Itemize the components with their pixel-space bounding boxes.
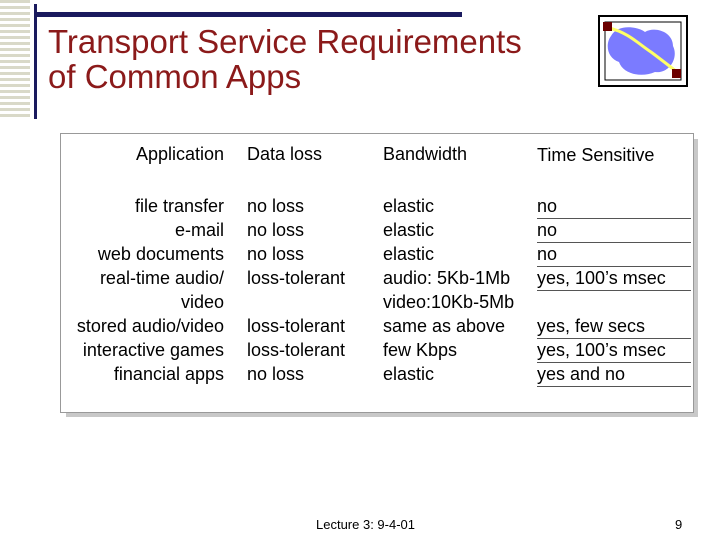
- loss-cell: loss-tolerant: [247, 316, 346, 336]
- app-cell: real-time audio/: [99, 268, 224, 288]
- loss-cell: loss-tolerant: [247, 268, 346, 288]
- page-number: 9: [675, 517, 683, 532]
- time-cell: yes, 100’s msec: [537, 268, 666, 288]
- bandwidth-cell: same as above: [383, 316, 506, 336]
- header-application: Application: [135, 144, 224, 164]
- app-cell: e-mail: [174, 220, 224, 240]
- bandwidth-cell: few Kbps: [383, 340, 458, 360]
- time-cell: no: [537, 244, 558, 264]
- bandwidth-column: [383, 194, 514, 386]
- row-rule: [537, 242, 691, 243]
- loss-cell: [247, 290, 345, 314]
- bandwidth-cell: elastic: [383, 220, 435, 240]
- loss-cell: no loss: [247, 196, 305, 216]
- title-top-bar: [34, 12, 462, 17]
- time-cell: no: [537, 196, 558, 216]
- header-data-loss: Data loss: [247, 144, 323, 164]
- application-column: [77, 194, 224, 386]
- app-cell: stored audio/video: [76, 316, 224, 336]
- loss-cell: no loss: [247, 364, 305, 384]
- bandwidth-cell: video:10Kb-5Mb: [383, 292, 515, 312]
- row-rule: [537, 218, 691, 219]
- time-cell: yes, 100’s msec: [537, 340, 666, 360]
- row-rule: [537, 290, 691, 291]
- app-cell: video: [180, 292, 224, 312]
- app-cell: financial apps: [113, 364, 224, 384]
- title-vertical-bar: [34, 4, 37, 119]
- loss-cell: loss-tolerant: [247, 340, 346, 360]
- bandwidth-cell: audio: 5Kb-1Mb: [383, 268, 511, 288]
- network-logo-icon: [597, 14, 689, 88]
- header-time-sensitive: Time Sensitive: [537, 145, 655, 165]
- time-cell: yes and no: [537, 364, 626, 384]
- bandwidth-cell: elastic: [383, 364, 435, 384]
- row-rule: [537, 386, 691, 387]
- loss-cell: no loss: [247, 244, 305, 264]
- slide-title: [48, 24, 522, 94]
- loss-cell: no loss: [247, 220, 305, 240]
- data-loss-column: [247, 194, 345, 386]
- app-cell: interactive games: [82, 340, 224, 360]
- bandwidth-cell: elastic: [383, 244, 435, 264]
- app-cell: file transfer: [134, 196, 224, 216]
- app-cell: web documents: [97, 244, 224, 264]
- decorative-stripes: [0, 0, 30, 120]
- bandwidth-cell: elastic: [383, 196, 435, 216]
- time-cell: yes, few secs: [537, 316, 646, 336]
- slide-footer: Lecture 3: 9-4-01: [316, 517, 416, 532]
- time-cell: no: [537, 220, 558, 240]
- title-line-2: of Common Apps: [48, 58, 302, 95]
- title-line-1: Transport Service Requirements: [48, 23, 522, 60]
- header-bandwidth: Bandwidth: [383, 144, 468, 164]
